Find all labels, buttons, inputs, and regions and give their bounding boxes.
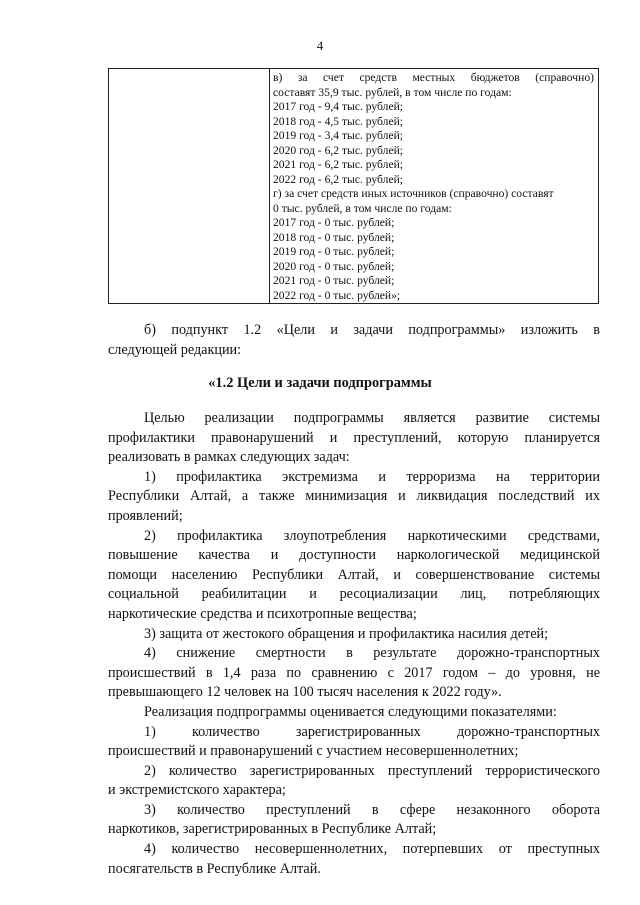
text-line: превышающего 12 человек на 100 тысяч населения к 2022 году». xyxy=(108,684,502,701)
table-line: 2017 год - 9,4 тыс. рублей; xyxy=(273,100,404,113)
text-line: происшествий и правонарушений с участием несовершеннолетних; xyxy=(108,743,519,760)
table-line: 2020 год - 0 тыс. рублей; xyxy=(273,259,395,273)
text-line: реализовать в рамках следующих задач: xyxy=(108,449,350,466)
text-line: 1) количество зарегистрированных дорожно-транспортных xyxy=(144,723,600,740)
paragraph-task-3 xyxy=(108,625,600,645)
text-line: 4) количество несовершеннолетних, потерпевших от преступных xyxy=(144,841,600,858)
text-line: происшествий в 1,4 раза по сравнению с 2017 годом – до уровня, не xyxy=(108,664,600,681)
text-line: повышение качества и доступности наркологической медицинской xyxy=(108,547,600,564)
table-line: составят 35,9 тыс. рублей, в том числе по годам: xyxy=(273,85,512,99)
text-line: Целью реализации подпрограммы является развитие системы xyxy=(144,410,600,426)
text-line: Реализация подпрограммы оценивается следующими показателями: xyxy=(144,703,557,720)
paragraph-task-4 xyxy=(108,644,600,703)
paragraph-indicator-1 xyxy=(108,723,600,762)
paragraph-goal xyxy=(108,409,600,468)
paragraph-task-2 xyxy=(108,527,600,625)
table-line: 0 тыс. рублей, в том числе по годам: xyxy=(273,201,452,215)
text-line: б) подпункт 1.2 «Цели и задачи подпрограммы» изложить в xyxy=(144,322,600,338)
paragraph-indicator-4 xyxy=(108,840,600,879)
table-line: 2018 год - 4,5 тыс. рублей; xyxy=(273,114,404,128)
page-number: 4 xyxy=(316,38,324,53)
text-line: социальной реабилитации и ресоциализации лиц, потребляющих xyxy=(108,586,600,603)
paragraph-indicators-intro xyxy=(108,703,600,723)
table-line: 2019 год - 3,4 тыс. рублей; xyxy=(273,129,404,142)
table-line: 2021 год - 6,2 тыс. рублей; xyxy=(273,158,404,171)
text-line: помощи населению Республики Алтай, и совершенствование системы xyxy=(108,566,600,583)
table-line: 2018 год - 0 тыс. рублей; xyxy=(273,230,395,244)
intro-paragraph xyxy=(108,321,600,360)
table-line: 2017 год - 0 тыс. рублей; xyxy=(273,216,395,229)
text-line: посягательств в Республике Алтай. xyxy=(108,860,321,877)
table-line: г) за счет средств иных источников (справочно) составят xyxy=(273,187,554,200)
table-right-cell xyxy=(270,69,598,303)
text-line: и экстремистского характера; xyxy=(108,782,286,799)
text-line: 4) снижение смертности в результате дорожно-транспортных xyxy=(144,645,600,662)
text-line: наркотиков, зарегистрированных в Республике Алтай; xyxy=(108,821,437,838)
table-left-cell xyxy=(109,69,270,303)
table-line: 2020 год - 6,2 тыс. рублей; xyxy=(273,143,404,157)
section-heading: «1.2 Цели и задачи подпрограммы xyxy=(208,375,432,391)
table-line: в) за счет средств местных бюджетов (справочно) xyxy=(273,71,594,84)
paragraph-indicator-2 xyxy=(108,762,600,801)
text-line: профилактики правонарушений и преступлений, которую планируется xyxy=(108,429,600,446)
table-line: 2021 год - 0 тыс. рублей; xyxy=(273,274,395,287)
paragraph-indicator-3 xyxy=(108,801,600,840)
text-line: проявлений; xyxy=(108,507,183,524)
funding-table xyxy=(108,68,599,304)
text-line: 2) количество зарегистрированных преступлений террористического xyxy=(144,762,600,779)
text-line: 3) защита от жестокого обращения и профилактика насилия детей; xyxy=(144,625,549,642)
main-text xyxy=(108,409,600,879)
table-line: 2022 год - 6,2 тыс. рублей; xyxy=(273,172,404,186)
text-line: следующей редакции: xyxy=(108,341,242,358)
text-line: 1) профилактика экстремизма и терроризма на территории xyxy=(144,468,600,485)
text-line: 2) профилактика злоупотребления наркотическими средствами, xyxy=(144,527,600,544)
text-line: Республики Алтай, а также минимизация и ликвидация последствий их xyxy=(108,488,600,505)
paragraph-task-1 xyxy=(108,468,600,527)
text-line: 3) количество преступлений в сфере незаконного оборота xyxy=(144,801,600,818)
text-line: наркотические средства и психотропные вещества; xyxy=(108,605,417,622)
table-line: 2022 год - 0 тыс. рублей»; xyxy=(273,288,401,302)
table-line: 2019 год - 0 тыс. рублей; xyxy=(273,245,395,258)
